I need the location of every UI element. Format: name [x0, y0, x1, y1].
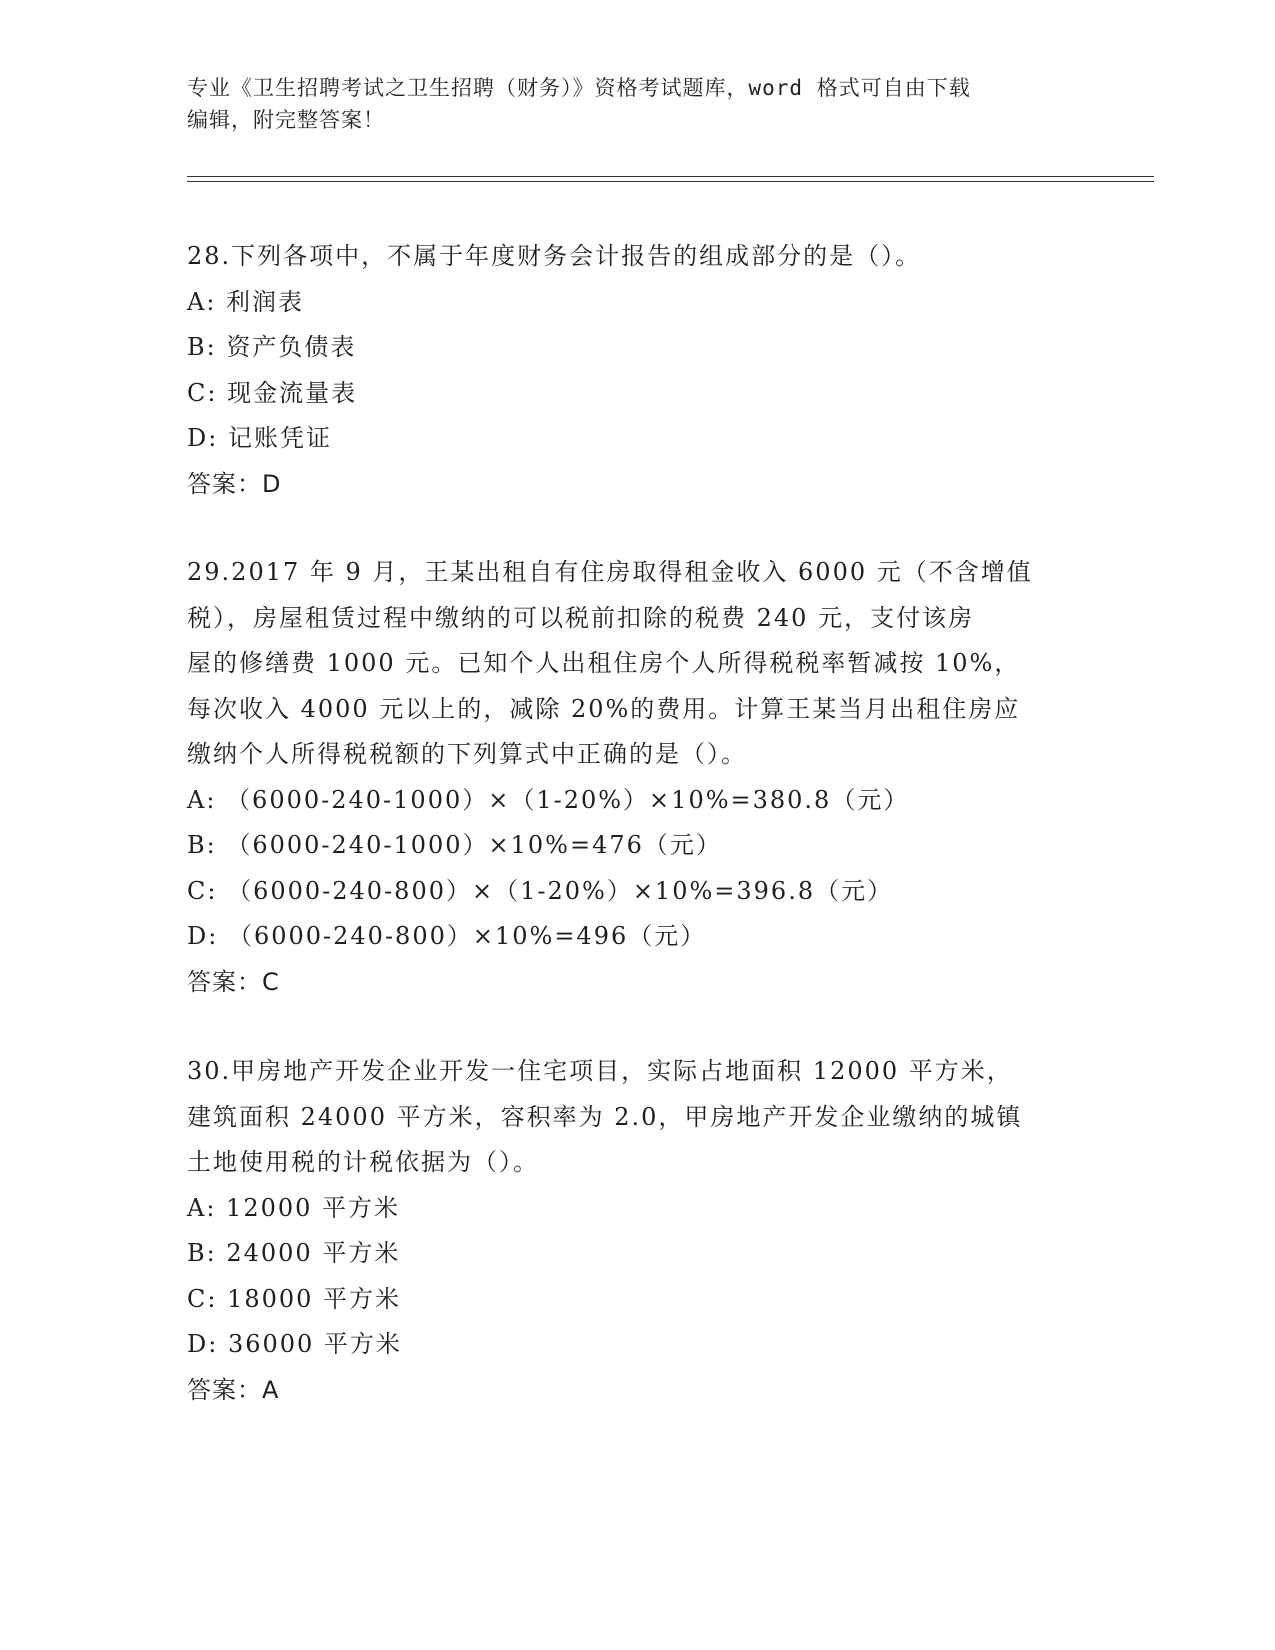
- header-line-2: 编辑，附完整答案！: [187, 108, 385, 132]
- option-c: C: 现金流量表: [187, 378, 358, 407]
- header-divider-bottom: [187, 181, 1154, 182]
- question-29: [187, 550, 1087, 1005]
- option-d: D: 36000 平方米: [187, 1330, 402, 1358]
- header-line-1: 专业《卫生招聘考试之卫生招聘（财务）》资格考试题库，word 格式可自由下载: [187, 76, 971, 100]
- option-b: B: （6000-240-1000）×10%=476（元）: [187, 831, 722, 859]
- option-b: B: 24000 平方米: [187, 1239, 401, 1267]
- answer-line: 答案：D: [187, 469, 282, 498]
- option-b: B: 资产负债表: [187, 333, 357, 361]
- question-stem-line: 屋的修缮费 1000 元。已知个人出租住房个人所得税税率暂减按 10%，: [187, 649, 1021, 677]
- option-a: A: 12000 平方米: [187, 1193, 401, 1222]
- question-stem-line: 缴纳个人所得税税额的下列算式中正确的是（）。: [187, 740, 747, 768]
- option-c: C: （6000-240-800）×（1-20%）×10%=396.8（元）: [187, 876, 894, 905]
- document-header: [187, 72, 1067, 136]
- answer-line: 答案：A: [187, 1375, 280, 1404]
- option-a: A: 利润表: [187, 287, 305, 316]
- question-stem-line: 28.下列各项中，不属于年度财务会计报告的组成部分的是（）。: [187, 242, 922, 270]
- option-d: D: 记账凭证: [187, 424, 332, 452]
- question-stem-line: 每次收入 4000 元以上的，减除 20%的费用。计算王某当月出租住房应: [187, 694, 1021, 723]
- question-stem-line: 土地使用税的计税依据为（）。: [187, 1148, 539, 1176]
- answer-line: 答案：C: [187, 967, 280, 996]
- question-stem-line: 30.甲房地产开发企业开发一住宅项目，实际占地面积 12000 平方米，: [187, 1057, 1013, 1085]
- question-30: [187, 1049, 1087, 1413]
- question-stem-line: 建筑面积 24000 平方米，容积率为 2.0，甲房地产开发企业缴纳的城镇: [187, 1102, 1023, 1131]
- option-d: D: （6000-240-800）×10%=496（元）: [187, 922, 707, 950]
- question-stem-line: 税），房屋租赁过程中缴纳的可以税前扣除的税费 240 元，支付该房: [187, 603, 975, 632]
- question-stem-line: 29.2017 年 9 月，王某出租自有住房取得租金收入 6000 元（不含增值: [187, 558, 1033, 586]
- header-divider-top: [187, 176, 1154, 177]
- option-a: A: （6000-240-1000）×（1-20%）×10%=380.8（元）: [187, 785, 910, 814]
- option-c: C: 18000 平方米: [187, 1284, 402, 1313]
- question-28: [187, 234, 1087, 507]
